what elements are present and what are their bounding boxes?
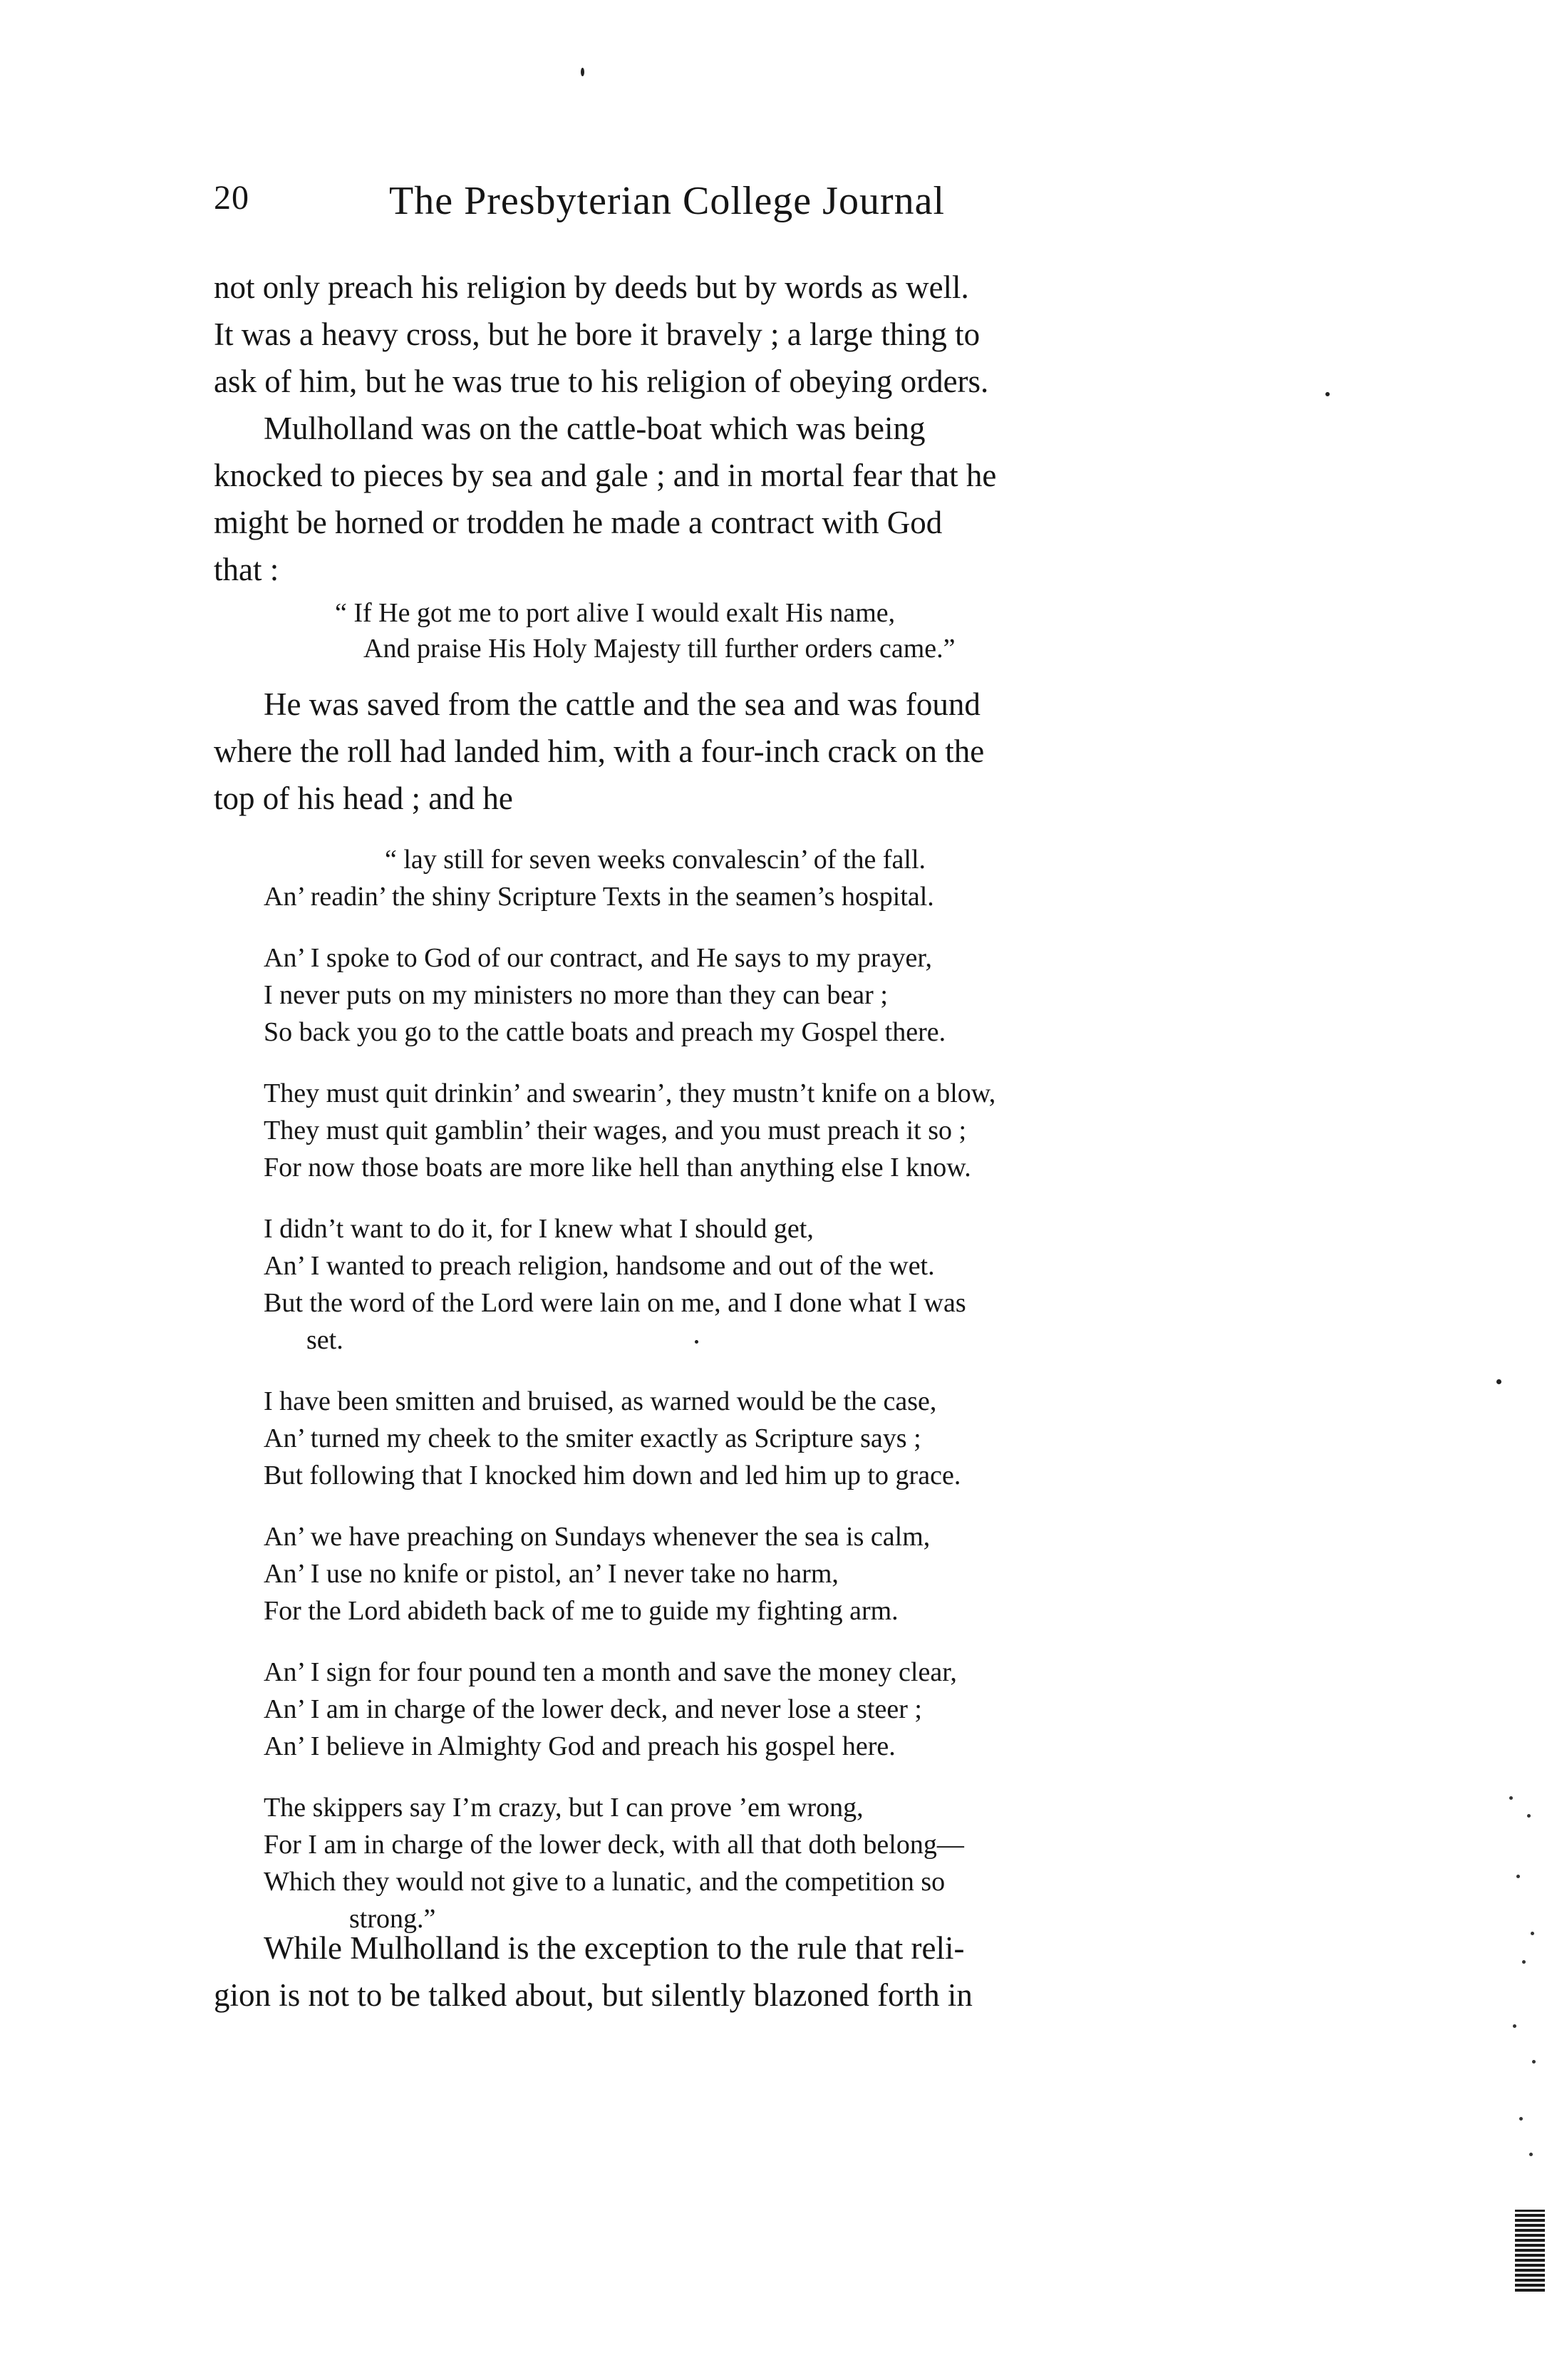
stanza: [264, 1210, 1247, 1359]
edge-dot: [1519, 2117, 1523, 2121]
verse-line: An’ readin’ the shiny Scripture Texts in the seamen’s hospital.: [264, 882, 934, 912]
verse-line: I never puts on my ministers no more than they can bear ;: [264, 980, 888, 1010]
edge-dot: [1509, 1796, 1513, 1800]
verse-line: set.: [306, 1325, 343, 1355]
verse-line: But the word of the Lord were lain on me, and I done what I was: [264, 1288, 966, 1318]
text-line: not only preach his religion by deeds but by words as well.: [214, 269, 969, 305]
text-line: top of his head ; and he: [214, 781, 513, 816]
ink-speck: [1496, 1379, 1501, 1384]
opening-paragraph: [214, 264, 1247, 593]
text-line: where the roll had landed him, with a four-inch crack on the: [214, 733, 985, 769]
verse-line: And praise His Holy Majesty till further orders came.”: [363, 634, 956, 664]
contract-quotation: [335, 595, 956, 666]
verse-line: They must quit drinkin’ and swearin’, they mustn’t knife on a blow,: [264, 1078, 996, 1108]
edge-shadow: [1515, 2210, 1545, 2292]
closing-paragraph: [214, 1925, 1247, 2019]
stanza: [264, 841, 1247, 915]
page-header: [214, 178, 1247, 242]
verse-line: So back you go to the cattle boats and preach my Gospel there.: [264, 1017, 946, 1047]
stanza: [264, 1789, 1247, 1937]
page-edge-marks: [1488, 1782, 1552, 2352]
text-line: While Mulholland is the exception to the rule that reli-: [264, 1930, 965, 1966]
verse-line: “ lay still for seven weeks convalescin’ of the fall.: [385, 845, 926, 875]
edge-dot: [1527, 1814, 1531, 1818]
verse-line: They must quit gamblin’ their wages, and you must preach it so ;: [264, 1116, 967, 1145]
stanza: [264, 1654, 1247, 1765]
edge-dot: [1516, 1875, 1520, 1878]
verse-line: An’ I spoke to God of our contract, and He says to my prayer,: [264, 943, 933, 973]
verse-line: strong.”: [349, 1904, 436, 1934]
text-line: Mulholland was on the cattle-boat which was being: [264, 411, 926, 446]
text-line: ask of him, but he was true to his religion of obeying orders.: [214, 364, 989, 399]
verse-line: The skippers say I’m crazy, but I can prove ’em wrong,: [264, 1793, 864, 1823]
verse-line: For now those boats are more like hell than anything else I know.: [264, 1153, 971, 1183]
verse-line: An’ I sign for four pound ten a month and save the money clear,: [264, 1657, 957, 1687]
verse-line: An’ I use no knife or pistol, an’ I never take no harm,: [264, 1559, 839, 1589]
stanza: [264, 939, 1247, 1051]
edge-dot: [1531, 1932, 1534, 1935]
text-line: It was a heavy cross, but he bore it bravely ; a large thing to: [214, 316, 981, 352]
edge-dot: [1532, 2060, 1536, 2064]
running-head: The Presbyterian College Journal: [389, 179, 946, 223]
text-line: knocked to pieces by sea and gale ; and in mortal fear that he: [214, 458, 997, 493]
poem-excerpt: [264, 841, 1247, 1962]
page-number: 20: [214, 179, 249, 217]
verse-line: But following that I knocked him down and led him up to grace.: [264, 1461, 961, 1490]
verse-line: An’ I wanted to preach religion, handsome and out of the wet.: [264, 1251, 935, 1281]
verse-line: Which they would not give to a lunatic, and the competition so: [264, 1867, 946, 1897]
text-line: gion is not to be talked about, but silently blazoned forth in: [214, 1977, 973, 2013]
verse-line: An’ turned my cheek to the smiter exactly as Scripture says ;: [264, 1423, 921, 1453]
edge-dot: [1522, 1960, 1526, 1964]
ink-speck: [1325, 392, 1330, 396]
verse-line: “ If He got me to port alive I would exalt His name,: [335, 598, 896, 628]
verse-line: An’ I am in charge of the lower deck, and never lose a steer ;: [264, 1694, 922, 1724]
verse-line: An’ I believe in Almighty God and preach his gospel here.: [264, 1731, 896, 1761]
verse-line: An’ we have preaching on Sundays whenever the sea is calm,: [264, 1522, 931, 1552]
edge-dot: [1529, 2153, 1533, 2156]
stanza: [264, 1518, 1247, 1629]
verse-line: For I am in charge of the lower deck, with all that doth belong—: [264, 1830, 964, 1860]
verse-line: I didn’t want to do it, for I knew what I should get,: [264, 1214, 814, 1244]
text-line: might be horned or trodden he made a contract with God: [214, 505, 943, 540]
edge-dot: [1513, 2024, 1516, 2028]
middle-paragraph: [214, 681, 1247, 822]
ink-speck: [581, 68, 584, 76]
text-line: He was saved from the cattle and the sea and was found: [264, 686, 981, 722]
stanza: [264, 1383, 1247, 1494]
text-line: that :: [214, 552, 279, 587]
verse-line: For the Lord abideth back of me to guide my fighting arm.: [264, 1596, 899, 1626]
stanza: [264, 1075, 1247, 1186]
verse-line: I have been smitten and bruised, as warned would be the case,: [264, 1386, 937, 1416]
